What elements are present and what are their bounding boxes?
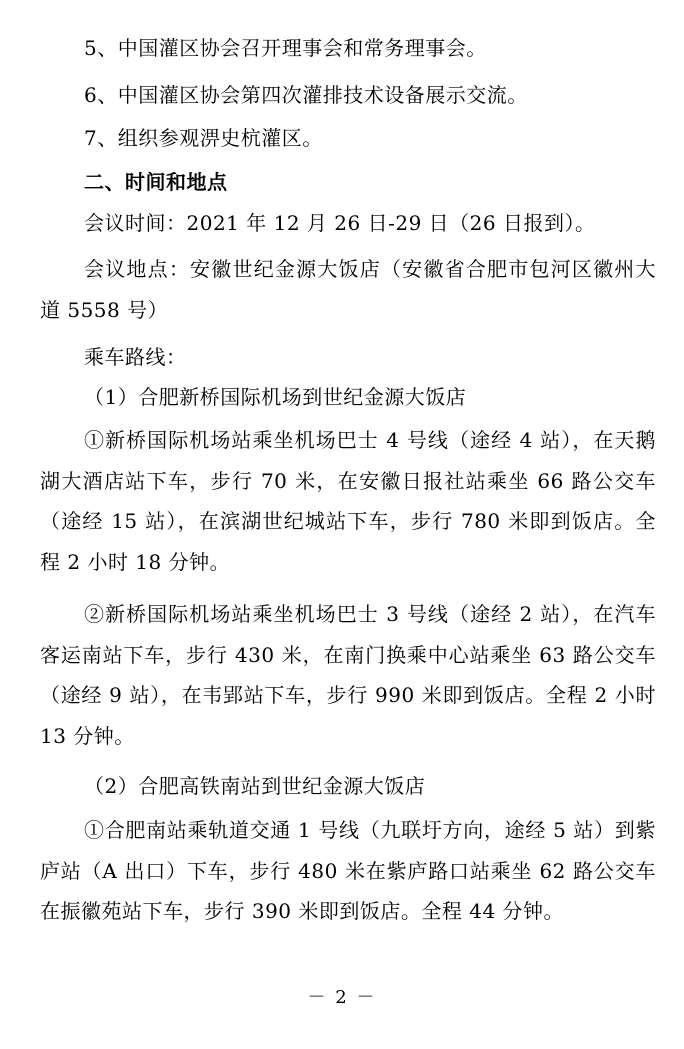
route1-option1: ①新桥国际机场站乘坐机场巴士 4 号线（途经 4 站），在天鹅湖大酒店站下车，步行 70 米，在安徽日报社站乘坐 66 路公交车（途经 15 站），在滨湖世纪城站下车，步行 780 米即到饭店。全程 2 小时 18 分钟。	[40, 428, 656, 574]
route2-title: （2）合肥高铁南站到世纪金源大饭店	[84, 774, 426, 798]
section-heading-time-place: 二、时间和地点	[84, 170, 228, 194]
route1-title: （1）合肥新桥国际机场到世纪金源大饭店	[84, 385, 467, 409]
route-label: 乘车路线：	[84, 345, 187, 369]
route1-option2: ②新桥国际机场站乘坐机场巴士 3 号线（途经 2 站），在汽车客运南站下车，步行 430 米，在南门换乘中心站乘坐 63 路公交车（途经 9 站），在韦郢站下车，步行 990 米即到饭店。全程 2 小时 13 分钟。	[40, 602, 656, 748]
agenda-item-7: 7、组织参观淠史杭灌区。	[84, 126, 323, 150]
meeting-time: 会议时间：2021 年 12 月 26 日-29 日（26 日报到）。	[84, 211, 596, 235]
agenda-item-5: 5、中国灌区协会召开理事会和常务理事会。	[84, 36, 487, 60]
meeting-place: 会议地点：安徽世纪金源大饭店（安徽省合肥市包河区徽州大道 5558 号）	[40, 257, 656, 322]
route2-option1: ①合肥南站乘轨道交通 1 号线（九联圩方向，途经 5 站）到紫庐站（A 出口）下车，步行 480 米在紫庐路口站乘坐 62 路公交车在振徽苑站下车，步行 390 米即到饭店。全程 44 分钟。	[40, 818, 656, 923]
agenda-item-6: 6、中国灌区协会第四次灌排技术设备展示交流。	[84, 83, 528, 107]
page-number: － 2 －	[307, 987, 377, 1008]
